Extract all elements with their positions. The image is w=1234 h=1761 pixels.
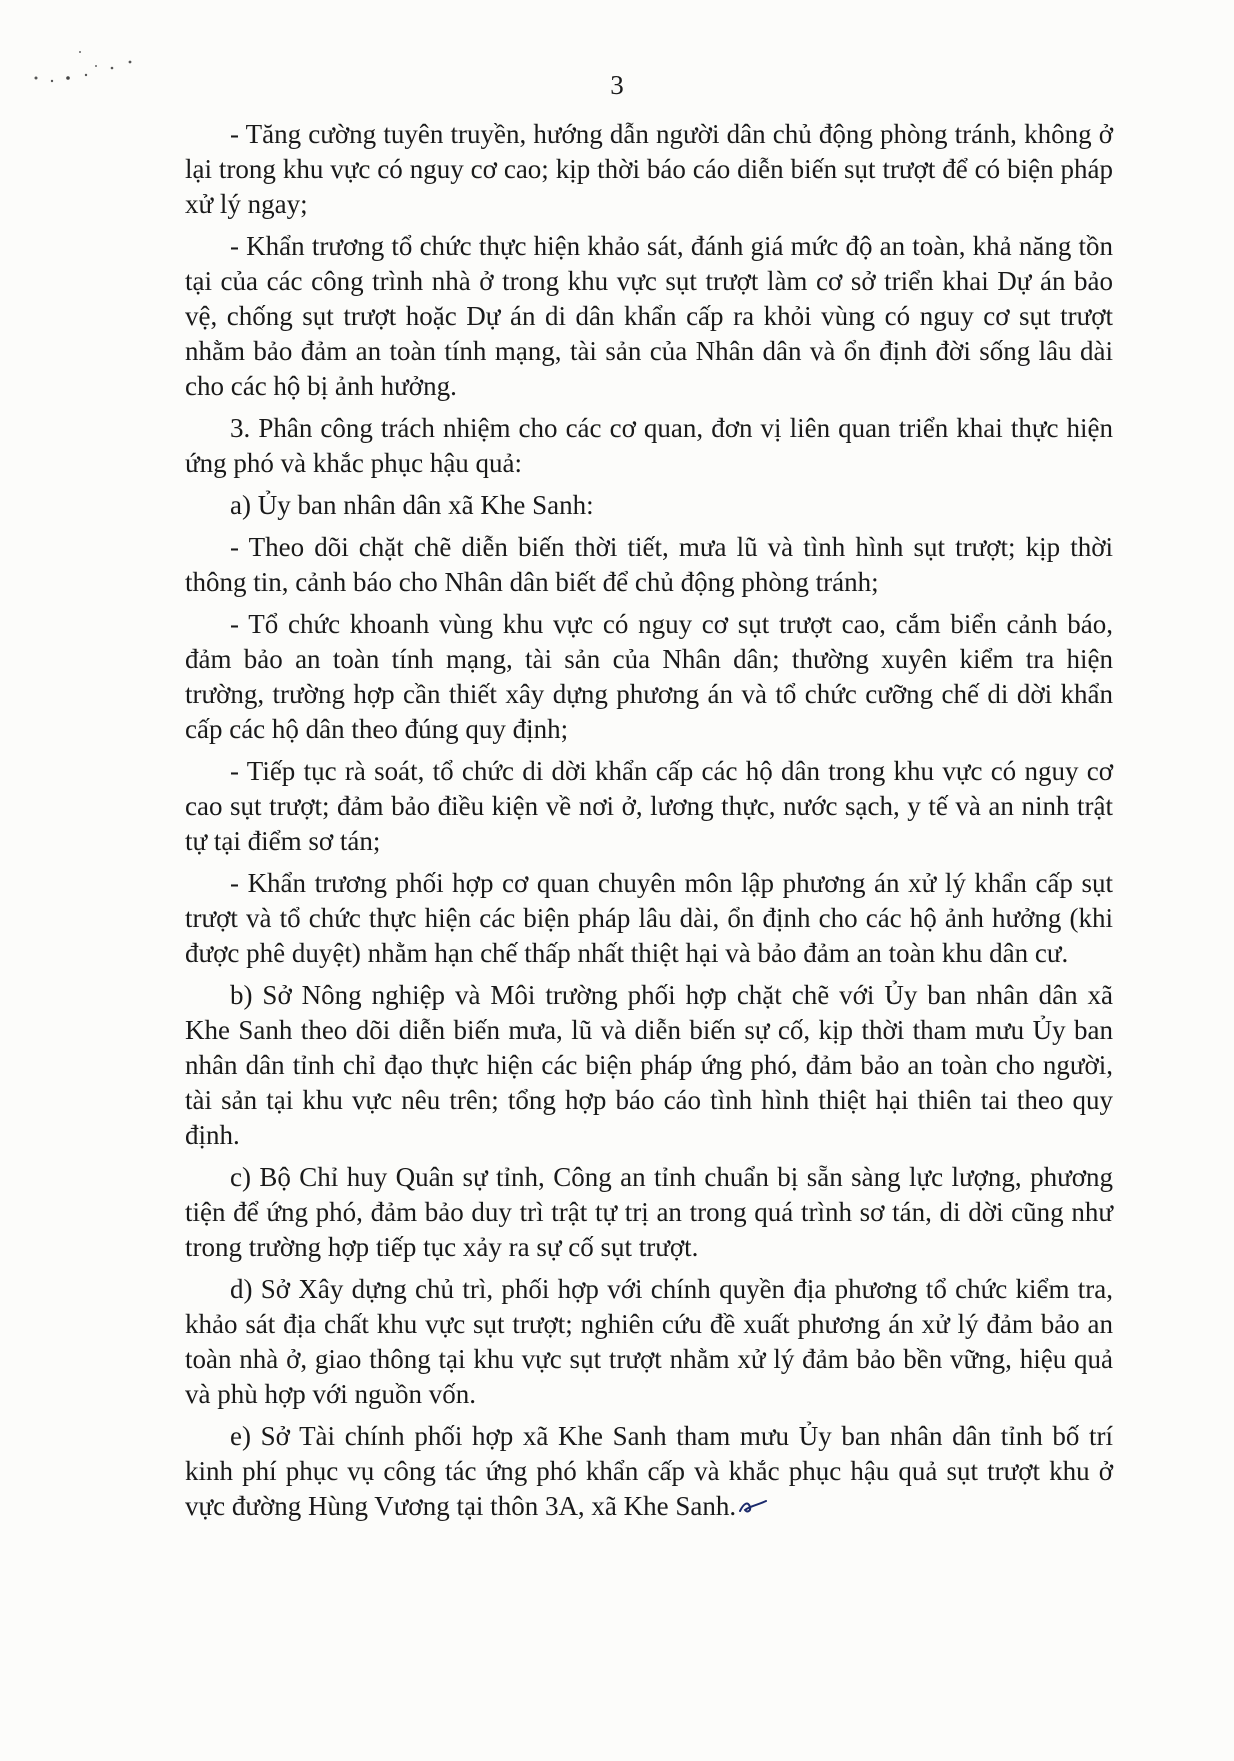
paragraph-item-e <box>185 1419 1113 1524</box>
document-body <box>185 117 1113 1531</box>
paragraph-item-d: d) Sở Xây dựng chủ trì, phối hợp với chính quyền địa phương tổ chức kiểm tra, khảo sát địa chất khu vực sụt trượt; nghiên cứu đề xuất phương án xử lý đảm bảo an toàn nhà ở, giao thông tại khu vực sụt trượt nhằm xử lý đảm bảo bền vững, hiệu quả và phù hợp với nguồn vốn. <box>185 1274 1113 1409</box>
paragraph-monitor-weather: - Theo dõi chặt chẽ diễn biến thời tiết, mưa lũ và tình hình sụt trượt; kịp thời thông tin, cảnh báo cho Nhân dân biết để chủ động phòng tránh; <box>185 532 1113 597</box>
paragraph-item-e-text: e) Sở Tài chính phối hợp xã Khe Sanh tham mưu Ủy ban nhân dân tỉnh bố trí kinh phí phục vụ công tác ứng phó khẩn cấp và khắc phục hậu quả sụt trượt khu ở vực đường Hùng Vương tại thôn 3A, xã Khe Sanh. <box>185 1421 1113 1521</box>
paragraph-relocation: - Tiếp tục rà soát, tổ chức di dời khẩn cấp các hộ dân trong khu vực có nguy cơ cao sụt trượt; đảm bảo điều kiện về nơi ở, lương thực, nước sạch, y tế và an ninh trật tự tại điểm sơ tán; <box>185 756 1113 856</box>
paragraph-item-c: c) Bộ Chỉ huy Quân sự tỉnh, Công an tỉnh chuẩn bị sẵn sàng lực lượng, phương tiện để ứng phó, đảm bảo duy trì trật tự trị an trong quá trình sơ tán, di dời cũng như trong trường hợp tiếp tục xảy ra sự cố sụt trượt. <box>185 1162 1113 1262</box>
paragraph-zone-area: - Tổ chức khoanh vùng khu vực có nguy cơ sụt trượt cao, cắm biển cảnh báo, đảm bảo an toàn tính mạng, tài sản của Nhân dân; thường xuyên kiểm tra hiện trường, trường hợp cần thiết xây dựng phương án và tổ chức cưỡng chế di dời khẩn cấp các hộ dân theo đúng quy định; <box>185 609 1113 744</box>
paragraph-item-a: a) Ủy ban nhân dân xã Khe Sanh: <box>230 490 594 520</box>
paragraph-emergency-plan: - Khẩn trương phối hợp cơ quan chuyên môn lập phương án xử lý khẩn cấp sụt trượt và tổ chức thực hiện các biện pháp lâu dài, ổn định cho các hộ ảnh hưởng (khi được phê duyệt) nhằm hạn chế thấp nhất thiệt hại và bảo đảm an toàn khu dân cư. <box>185 868 1113 968</box>
paragraph-survey: - Khẩn trương tổ chức thực hiện khảo sát, đánh giá mức độ an toàn, khả năng tồn tại của các công trình nhà ở trong khu vực sụt trượt làm cơ sở triển khai Dự án bảo vệ, chống sụt trượt hoặc Dự án di dân khẩn cấp ra khỏi vùng có nguy cơ sụt trượt nhằm bảo đảm an toàn tính mạng, tài sản của Nhân dân và ổn định đời sống lâu dài cho các hộ bị ảnh hưởng. <box>185 231 1113 401</box>
page-number: 3 <box>610 70 624 100</box>
paragraph-section-3: 3. Phân công trách nhiệm cho các cơ quan, đơn vị liên quan triển khai thực hiện ứng phó và khắc phục hậu quả: <box>185 413 1113 478</box>
paragraph-propaganda: - Tăng cường tuyên truyền, hướng dẫn người dân chủ động phòng tránh, không ở lại trong khu vực có nguy cơ cao; kịp thời báo cáo diễn biến sụt trượt để có biện pháp xử lý ngay; <box>185 119 1113 219</box>
initial-mark-icon <box>738 1497 768 1515</box>
paragraph-item-b: b) Sở Nông nghiệp và Môi trường phối hợp chặt chẽ với Ủy ban nhân dân xã Khe Sanh theo dõi diễn biến mưa, lũ và diễn biến sự cố, kịp thời tham mưu Ủy ban nhân dân tỉnh chỉ đạo thực hiện các biện pháp ứng phó, đảm bảo an toàn cho người, tài sản tại khu vực nêu trên; tổng hợp báo cáo tình hình thiệt hại thiên tai theo quy định. <box>185 980 1113 1150</box>
